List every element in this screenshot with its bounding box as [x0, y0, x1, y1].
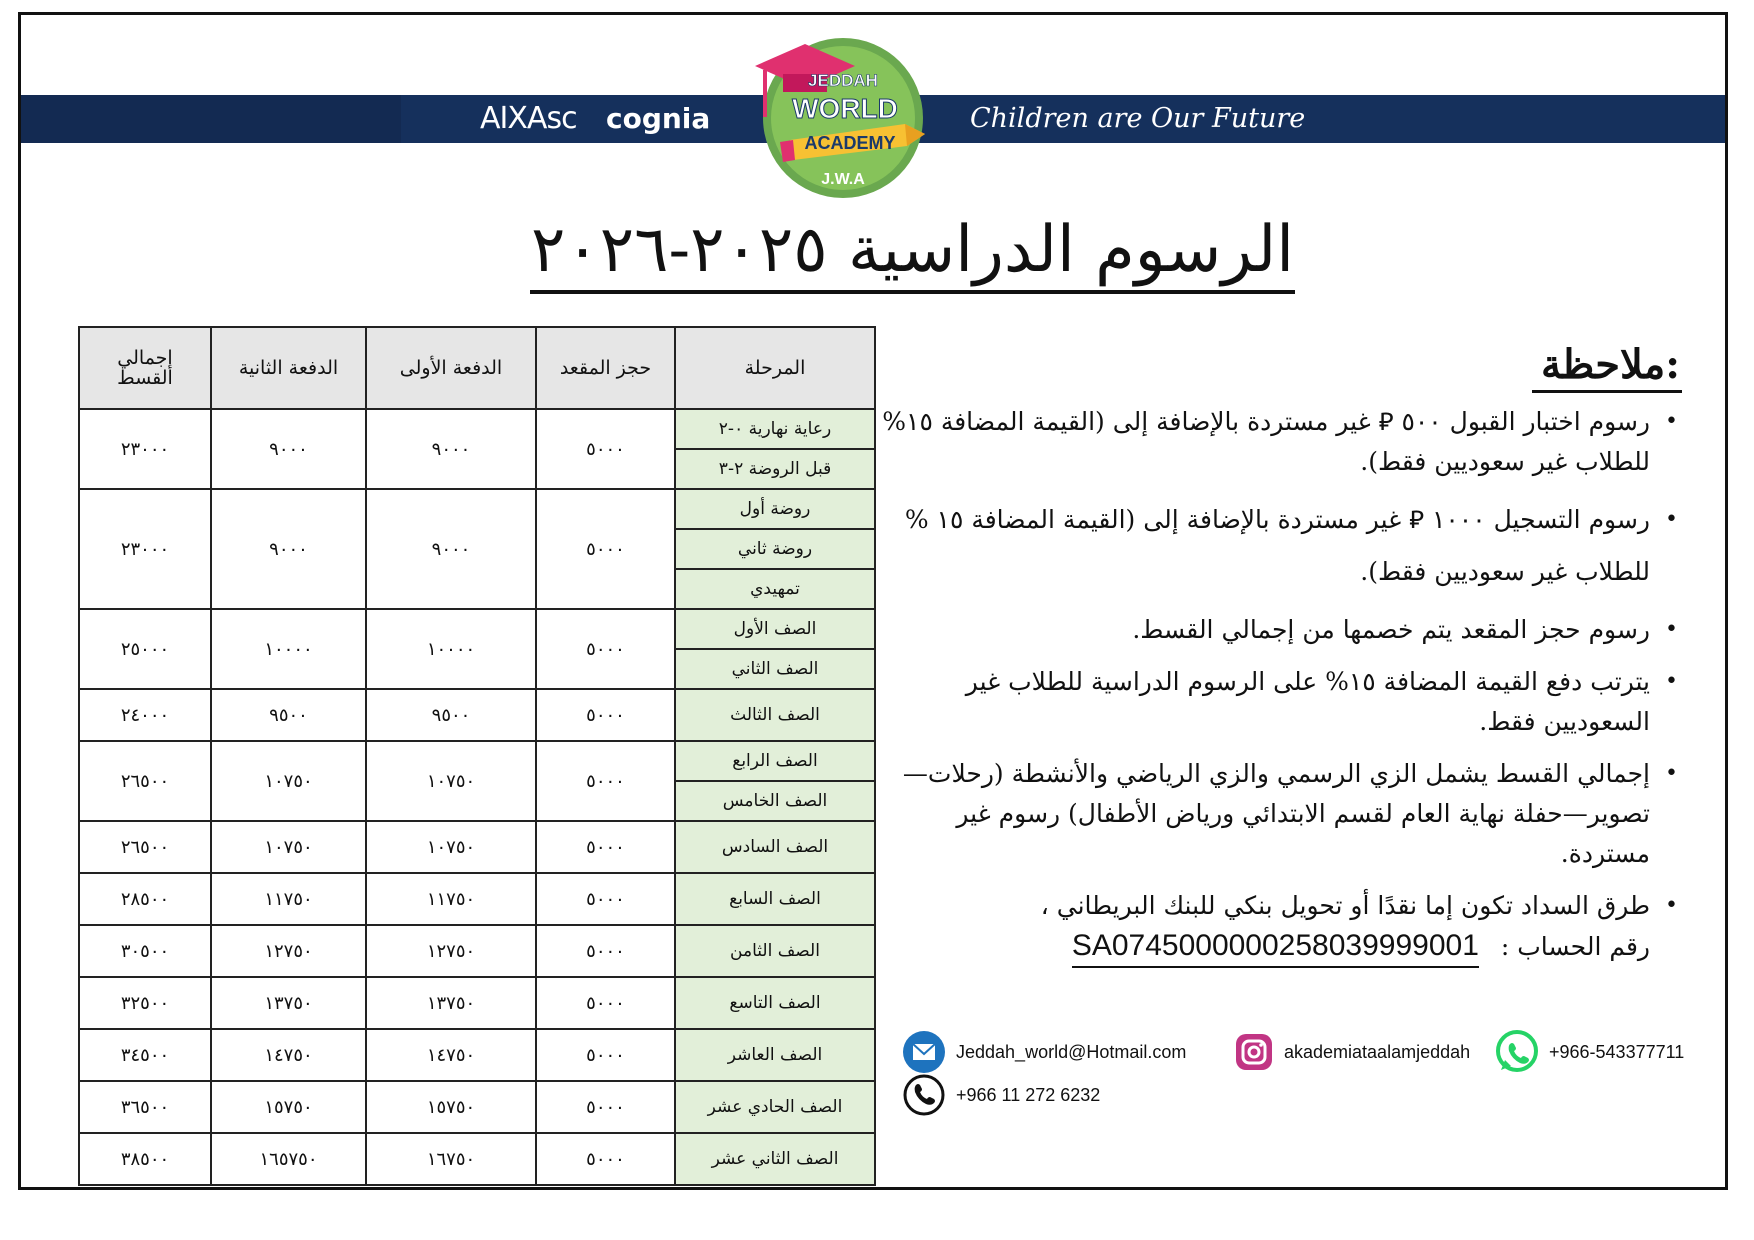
- table-row: [79, 1133, 875, 1185]
- header-band-left: [21, 95, 401, 143]
- total-cell: ٢٣٠٠٠: [79, 409, 211, 489]
- second-payment-cell: ١١٧٥٠: [211, 873, 366, 925]
- table-row: [79, 925, 875, 977]
- contact-email[interactable]: [902, 1030, 1202, 1074]
- table-row: [79, 873, 875, 925]
- slogan: Children are Our Future: [970, 103, 1306, 134]
- note-item: • رسوم التسجيل ١٠٠٠ ⃁ غير مستردة بالإضافة إلى (القيمة المضافة ١٥ % للطلاب غير سعوديين فقط).: [880, 494, 1650, 598]
- seat-cell: ٥٠٠٠: [536, 1133, 675, 1185]
- first-payment-cell: ١٢٧٥٠: [366, 925, 536, 977]
- stage-cell: روضة ثاني: [675, 529, 875, 569]
- seat-cell: ٥٠٠٠: [536, 689, 675, 741]
- table-row: [79, 741, 875, 781]
- notes-list: [880, 402, 1678, 980]
- stage-cell: الصف الثاني: [675, 649, 875, 689]
- table-row: [79, 489, 875, 529]
- header-stage: المرحلة: [675, 327, 875, 409]
- table-row: [79, 609, 875, 649]
- total-cell: ٢٥٠٠٠: [79, 609, 211, 689]
- stage-cell: الصف السابع: [675, 873, 875, 925]
- first-payment-cell: ١٣٧٥٠: [366, 977, 536, 1029]
- total-cell: ٢٣٠٠٠: [79, 489, 211, 609]
- stage-cell: رعاية نهارية ٠-٢: [675, 409, 875, 449]
- table-row: [79, 409, 875, 449]
- fees-table: [78, 326, 876, 1186]
- phone-icon: [902, 1073, 946, 1117]
- second-payment-cell: ١٢٧٥٠: [211, 925, 366, 977]
- whatsapp-text: +966-543377711: [1549, 1042, 1685, 1062]
- stage-cell: الصف الثامن: [675, 925, 875, 977]
- whatsapp-icon: [1495, 1030, 1539, 1074]
- note-item: • إجمالي القسط يشمل الزي الرسمي والزي الرياضي والأنشطة (رحلات—تصوير—حفلة نهاية العام لقسم الابتدائي ورياض الأطفال) رسوم غير مستردة.: [880, 754, 1650, 874]
- table-row: [79, 1081, 875, 1133]
- seat-cell: ٥٠٠٠: [536, 489, 675, 609]
- total-cell: ٣٤٥٠٠: [79, 1029, 211, 1081]
- contact-instagram[interactable]: [1232, 1030, 1492, 1074]
- header-second: الدفعة الثانية: [211, 327, 366, 409]
- instagram-text: akademiataalamjeddah: [1284, 1042, 1471, 1062]
- logo-jwa: J.W.A: [821, 171, 865, 188]
- table-header-row: [79, 327, 875, 409]
- first-payment-cell: ٩٠٠٠: [366, 409, 536, 489]
- account-label: رقم الحساب :: [1500, 932, 1650, 961]
- first-payment-cell: ١٦٧٥٠: [366, 1133, 536, 1185]
- first-payment-cell: ١٥٧٥٠: [366, 1081, 536, 1133]
- first-payment-cell: ١١٧٥٠: [366, 873, 536, 925]
- stage-cell: الصف الثاني عشر: [675, 1133, 875, 1185]
- total-cell: ٢٦٥٠٠: [79, 821, 211, 873]
- stage-cell: تمهيدي: [675, 569, 875, 609]
- header-first: الدفعة الأولى: [366, 327, 536, 409]
- stage-cell: الصف الحادي عشر: [675, 1081, 875, 1133]
- stage-cell: الصف الأول: [675, 609, 875, 649]
- stage-cell: الصف الثالث: [675, 689, 875, 741]
- stage-cell: روضة أول: [675, 489, 875, 529]
- stage-cell: الصف الخامس: [675, 781, 875, 821]
- seat-cell: ٥٠٠٠: [536, 741, 675, 821]
- notes-title: ملاحظة:: [1540, 341, 1680, 388]
- second-payment-cell: ١٠٧٥٠: [211, 821, 366, 873]
- total-cell: ٢٦٥٠٠: [79, 741, 211, 821]
- stage-cell: الصف الرابع: [675, 741, 875, 781]
- notes-title-underline: [1532, 390, 1682, 393]
- page-title: الرسوم الدراسية ٢٠٢٥-٢٠٢٦: [530, 210, 1295, 294]
- seat-cell: ٥٠٠٠: [536, 1029, 675, 1081]
- first-payment-cell: ١٤٧٥٠: [366, 1029, 536, 1081]
- phone-text: +966 11 272 6232: [956, 1085, 1101, 1105]
- second-payment-cell: ١٦٥٧٥٠: [211, 1133, 366, 1185]
- total-cell: ٣٢٥٠٠: [79, 977, 211, 1029]
- aiasc-logo: AIXAsc: [480, 101, 577, 136]
- seat-cell: ٥٠٠٠: [536, 1081, 675, 1133]
- second-payment-cell: ١٠٧٥٠: [211, 741, 366, 821]
- logo-jeddah: JEDDAH: [808, 71, 878, 90]
- table-row: [79, 821, 875, 873]
- first-payment-cell: ٩٥٠٠: [366, 689, 536, 741]
- stage-cell: قبل الروضة ٢-٣: [675, 449, 875, 489]
- second-payment-cell: ١٤٧٥٠: [211, 1029, 366, 1081]
- table-row: [79, 1029, 875, 1081]
- header-seat: حجز المقعد: [536, 327, 675, 409]
- second-payment-cell: ١٥٧٥٠: [211, 1081, 366, 1133]
- email-icon: [902, 1030, 946, 1074]
- total-cell: ٣٨٥٠٠: [79, 1133, 211, 1185]
- note-item: • يترتب دفع القيمة المضافة ١٥% على الرسوم الدراسية للطلاب غير السعوديين فقط.: [880, 662, 1650, 742]
- note-item: [880, 886, 1650, 968]
- note-item: • رسوم اختبار القبول ٥٠٠ ⃁ غير مستردة بالإضافة إلى (القيمة المضافة ١٥% للطلاب غير سعوديين فقط).: [880, 402, 1650, 482]
- logo-world: WORLD: [792, 93, 898, 124]
- total-cell: ٢٤٠٠٠: [79, 689, 211, 741]
- note-payment-text: طرق السداد تكون إما نقدًا أو تحويل بنكي للبنك البريطاني ،: [1040, 891, 1650, 920]
- seat-cell: ٥٠٠٠: [536, 409, 675, 489]
- second-payment-cell: ٩٠٠٠: [211, 409, 366, 489]
- second-payment-cell: ١٠٠٠٠: [211, 609, 366, 689]
- instagram-icon: [1232, 1030, 1276, 1074]
- jwa-logo: [735, 22, 950, 207]
- table-row: [79, 689, 875, 741]
- first-payment-cell: ١٠٧٥٠: [366, 821, 536, 873]
- contact-whatsapp[interactable]: [1495, 1030, 1725, 1074]
- second-payment-cell: ١٣٧٥٠: [211, 977, 366, 1029]
- second-payment-cell: ٩٠٠٠: [211, 489, 366, 609]
- seat-cell: ٥٠٠٠: [536, 821, 675, 873]
- header-total: إجمالي القسط: [79, 327, 211, 409]
- first-payment-cell: ١٠٠٠٠: [366, 609, 536, 689]
- seat-cell: ٥٠٠٠: [536, 925, 675, 977]
- logo-academy: ACADEMY: [804, 133, 896, 153]
- total-cell: ٣٦٥٠٠: [79, 1081, 211, 1133]
- total-cell: ٢٨٥٠٠: [79, 873, 211, 925]
- account-number: SA0745000000258039999001: [1072, 926, 1479, 968]
- email-text: Jeddah_world@Hotmail.com: [956, 1042, 1187, 1062]
- second-payment-cell: ٩٥٠٠: [211, 689, 366, 741]
- stage-cell: الصف العاشر: [675, 1029, 875, 1081]
- table-row: [79, 977, 875, 1029]
- stage-cell: الصف السادس: [675, 821, 875, 873]
- first-payment-cell: ٩٠٠٠: [366, 489, 536, 609]
- contact-phone[interactable]: [902, 1073, 1162, 1117]
- seat-cell: ٥٠٠٠: [536, 609, 675, 689]
- cognia-logo: cognia: [606, 102, 711, 135]
- total-cell: ٣٠٥٠٠: [79, 925, 211, 977]
- seat-cell: ٥٠٠٠: [536, 873, 675, 925]
- first-payment-cell: ١٠٧٥٠: [366, 741, 536, 821]
- seat-cell: ٥٠٠٠: [536, 977, 675, 1029]
- stage-cell: الصف التاسع: [675, 977, 875, 1029]
- note-item: • رسوم حجز المقعد يتم خصمها من إجمالي القسط.: [880, 610, 1650, 650]
